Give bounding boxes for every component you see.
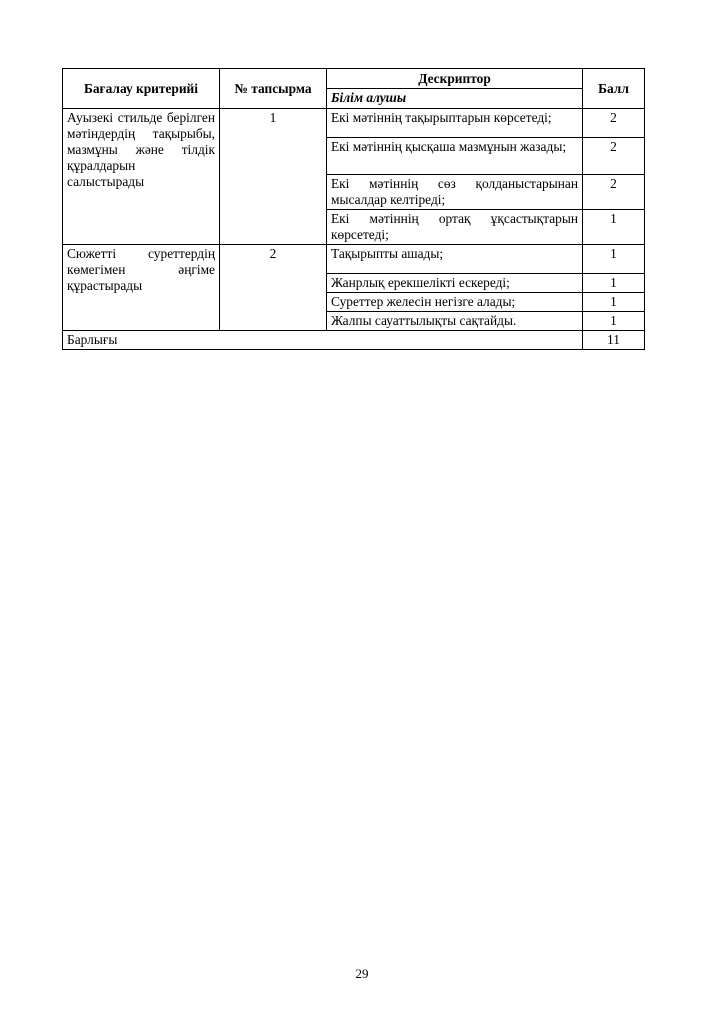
header-criterion: Бағалау критерийі (63, 69, 220, 109)
table-row (63, 245, 645, 274)
score-cell: 1 (583, 245, 645, 274)
descriptor-cell: Жанрлық ерекшелікті ескереді; (327, 274, 583, 293)
total-row (63, 331, 645, 350)
header-task: № тапсырма (220, 69, 327, 109)
score-cell: 2 (583, 109, 645, 138)
header-score: Балл (583, 69, 645, 109)
descriptor-cell: Жалпы сауаттылықты сақтайды. (327, 312, 583, 331)
score-cell: 1 (583, 312, 645, 331)
score-cell: 2 (583, 138, 645, 175)
descriptor-cell: Тақырыпты ашады; (327, 245, 583, 274)
descriptor-cell: Екі мәтіннің қысқаша мазмұнын жазады; (327, 138, 583, 175)
task-number-cell: 1 (220, 109, 327, 245)
score-cell: 1 (583, 210, 645, 245)
total-label: Барлығы (63, 331, 583, 350)
total-score: 11 (583, 331, 645, 350)
subheader-learner: Білім алушы (327, 89, 583, 109)
score-cell: 1 (583, 274, 645, 293)
header-descriptor: Дескриптор (327, 69, 583, 89)
descriptor-cell: Суреттер желесін негізге алады; (327, 293, 583, 312)
score-cell: 2 (583, 175, 645, 210)
criterion-cell: Ауызекі стильде берілген мәтіндердің тақырыбы, мазмұны және тілдік құралдарын салыстырады (63, 109, 220, 245)
table-row (63, 109, 645, 138)
score-cell: 1 (583, 293, 645, 312)
descriptor-cell: Екі мәтіннің ортақ ұқсастықтарын көрсетеді; (327, 210, 583, 245)
descriptor-cell: Екі мәтіннің сөз қолданыстарынан мысалдар келтіреді; (327, 175, 583, 210)
criterion-cell: Сюжетті суреттердің көмегімен әңгіме құрастырады (63, 245, 220, 331)
descriptor-cell: Екі мәтіннің тақырыптарын көрсетеді; (327, 109, 583, 138)
page-number: 29 (355, 966, 369, 981)
table-header-row (63, 69, 645, 89)
task-number-cell: 2 (220, 245, 327, 331)
assessment-rubric-table (62, 68, 645, 350)
